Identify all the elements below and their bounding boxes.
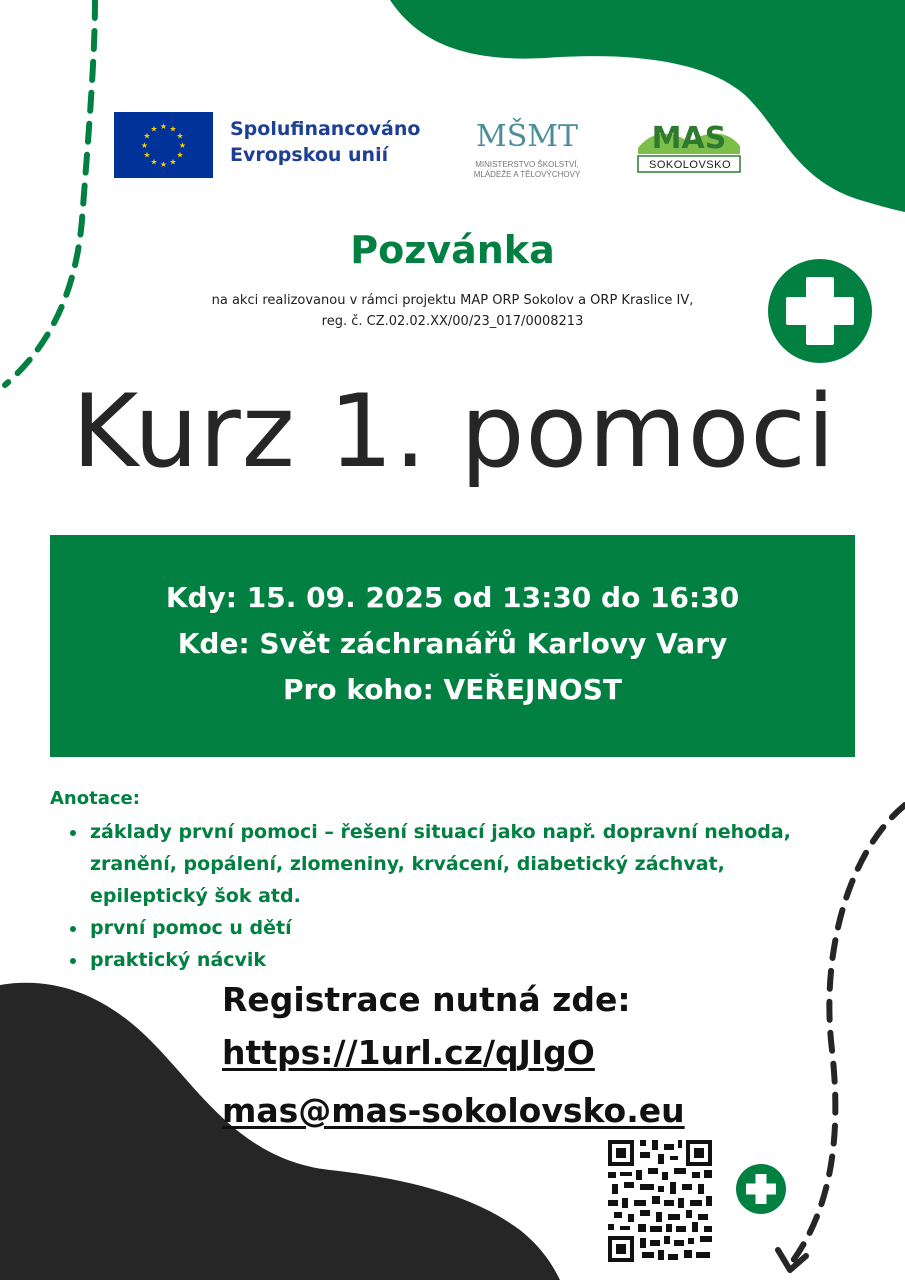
mas-name: SOKOLOVSKO: [648, 159, 732, 171]
first-aid-cross-icon: [768, 259, 872, 363]
annotation-section: [50, 786, 810, 976]
top-left-dashed-curve: [5, 0, 95, 385]
svg-text:★: ★: [150, 157, 158, 167]
registration-section: [222, 976, 685, 1140]
eu-flag-icon: [114, 112, 213, 178]
list-item: • první pomoc u dětí: [88, 912, 810, 944]
mas-mark-text: MAS: [651, 121, 727, 156]
page-title: Pozvánka: [350, 228, 555, 272]
svg-text:★: ★: [178, 141, 187, 150]
event-details-box: [50, 535, 855, 757]
project-subtitle: [150, 290, 755, 332]
msmt-line-2: MLÁDEŽE A TĚLOVÝCHOVY: [473, 170, 581, 179]
msmt-line-1: MINISTERSTVO ŠKOLSTVÍ,: [475, 160, 579, 169]
registration-email-link[interactable]: mas@mas-sokolovsko.eu: [222, 1091, 685, 1130]
msmt-mark-text: MŠMT: [476, 119, 578, 154]
first-aid-cross-icon: [736, 1164, 786, 1214]
event-where: Kde: Svět záchranářů Karlovy Vary: [177, 627, 728, 660]
svg-text:★: ★: [140, 141, 149, 150]
qr-code-icon[interactable]: [606, 1138, 714, 1264]
svg-text:★: ★: [176, 131, 184, 141]
annotation-heading: Anotace:: [50, 788, 140, 809]
event-audience: Pro koho: VEŘEJNOST: [283, 673, 622, 706]
eu-line-1: Spolufinancováno: [230, 118, 421, 140]
svg-text:★: ★: [150, 124, 158, 134]
registration-heading: Registrace nutná zde:: [222, 980, 631, 1019]
eu-cofinanced-text: [230, 116, 420, 168]
top-right-green-blob: [390, 0, 905, 212]
course-headline: Kurz 1. pomoci: [71, 372, 836, 490]
svg-text:★: ★: [176, 150, 184, 160]
svg-text:★: ★: [169, 157, 177, 167]
msmt-logo: [452, 110, 602, 180]
event-when: Kdy: 15. 09. 2025 od 13:30 do 16:30: [165, 581, 740, 614]
svg-text:★: ★: [169, 124, 177, 134]
msmt-mark-icon: [476, 110, 578, 156]
svg-text:★: ★: [143, 131, 151, 141]
list-item: • praktický nácvik: [88, 944, 810, 976]
svg-text:★: ★: [159, 160, 168, 169]
svg-text:★: ★: [143, 150, 151, 160]
eu-line-2: Evropskou unií: [230, 144, 389, 166]
registration-url-link[interactable]: https://1url.cz/qJIgO: [222, 1033, 595, 1072]
annotation-list: [50, 816, 810, 976]
svg-text:★: ★: [159, 122, 168, 131]
subtitle-line-1: na akci realizovanou v rámci projektu MAP ORP Sokolov a ORP Kraslice IV,: [211, 293, 694, 308]
list-item: • základy první pomoci – řešení situací jako např. dopravní nehoda, zranění, popálení, zlomeniny, krvácení, diabetický záchvat, epileptický šok atd.: [88, 816, 810, 912]
subtitle-line-2: reg. č. CZ.02.02.XX/00/23_017/0008213: [321, 314, 584, 329]
